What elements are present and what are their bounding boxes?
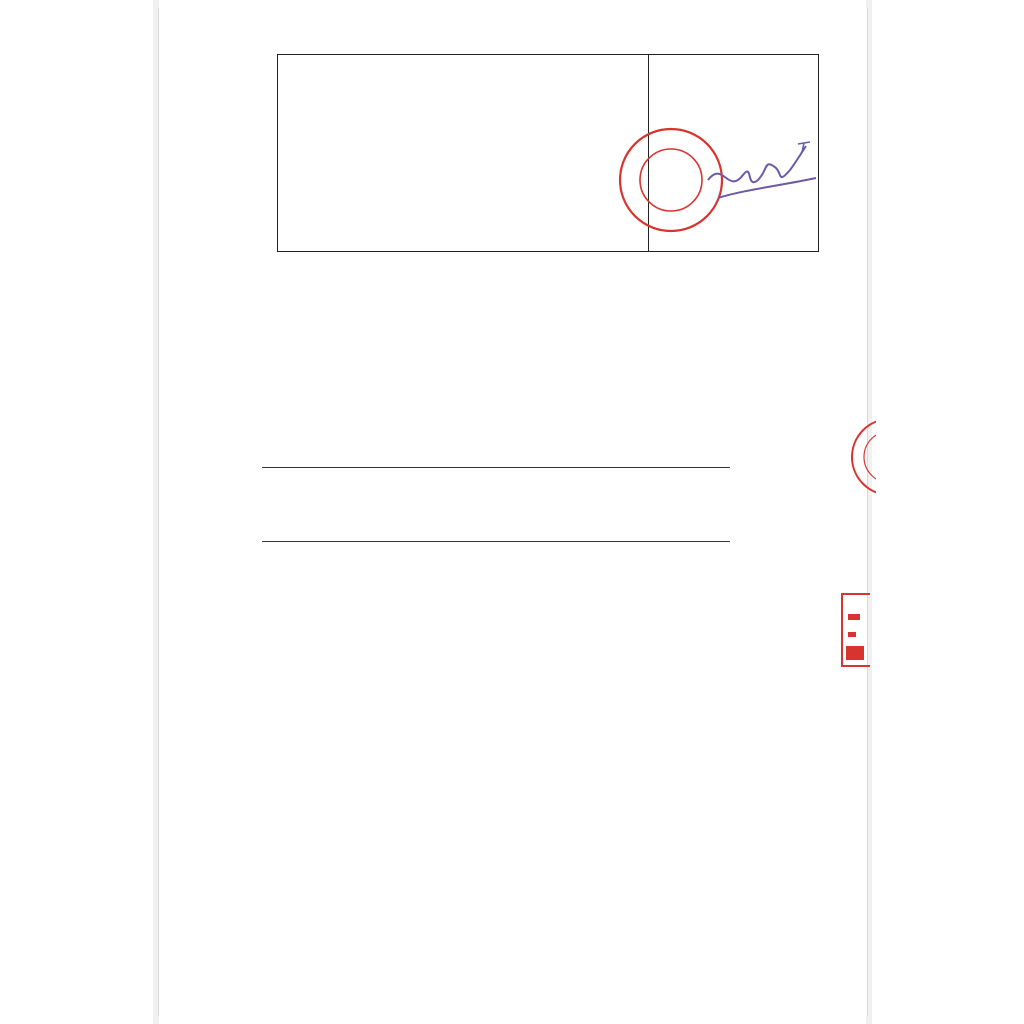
product-name-grid-row-1 [262, 541, 730, 542]
brand-name-grid [262, 467, 730, 468]
item-1-1-row [280, 443, 298, 459]
partial-seal-stamp-right [846, 412, 876, 502]
handwritten-signature [698, 140, 818, 210]
partial-rect-stamp-right [840, 592, 870, 668]
item-2-row [272, 627, 284, 643]
official-use-box [277, 54, 819, 252]
tick-note [262, 327, 266, 343]
